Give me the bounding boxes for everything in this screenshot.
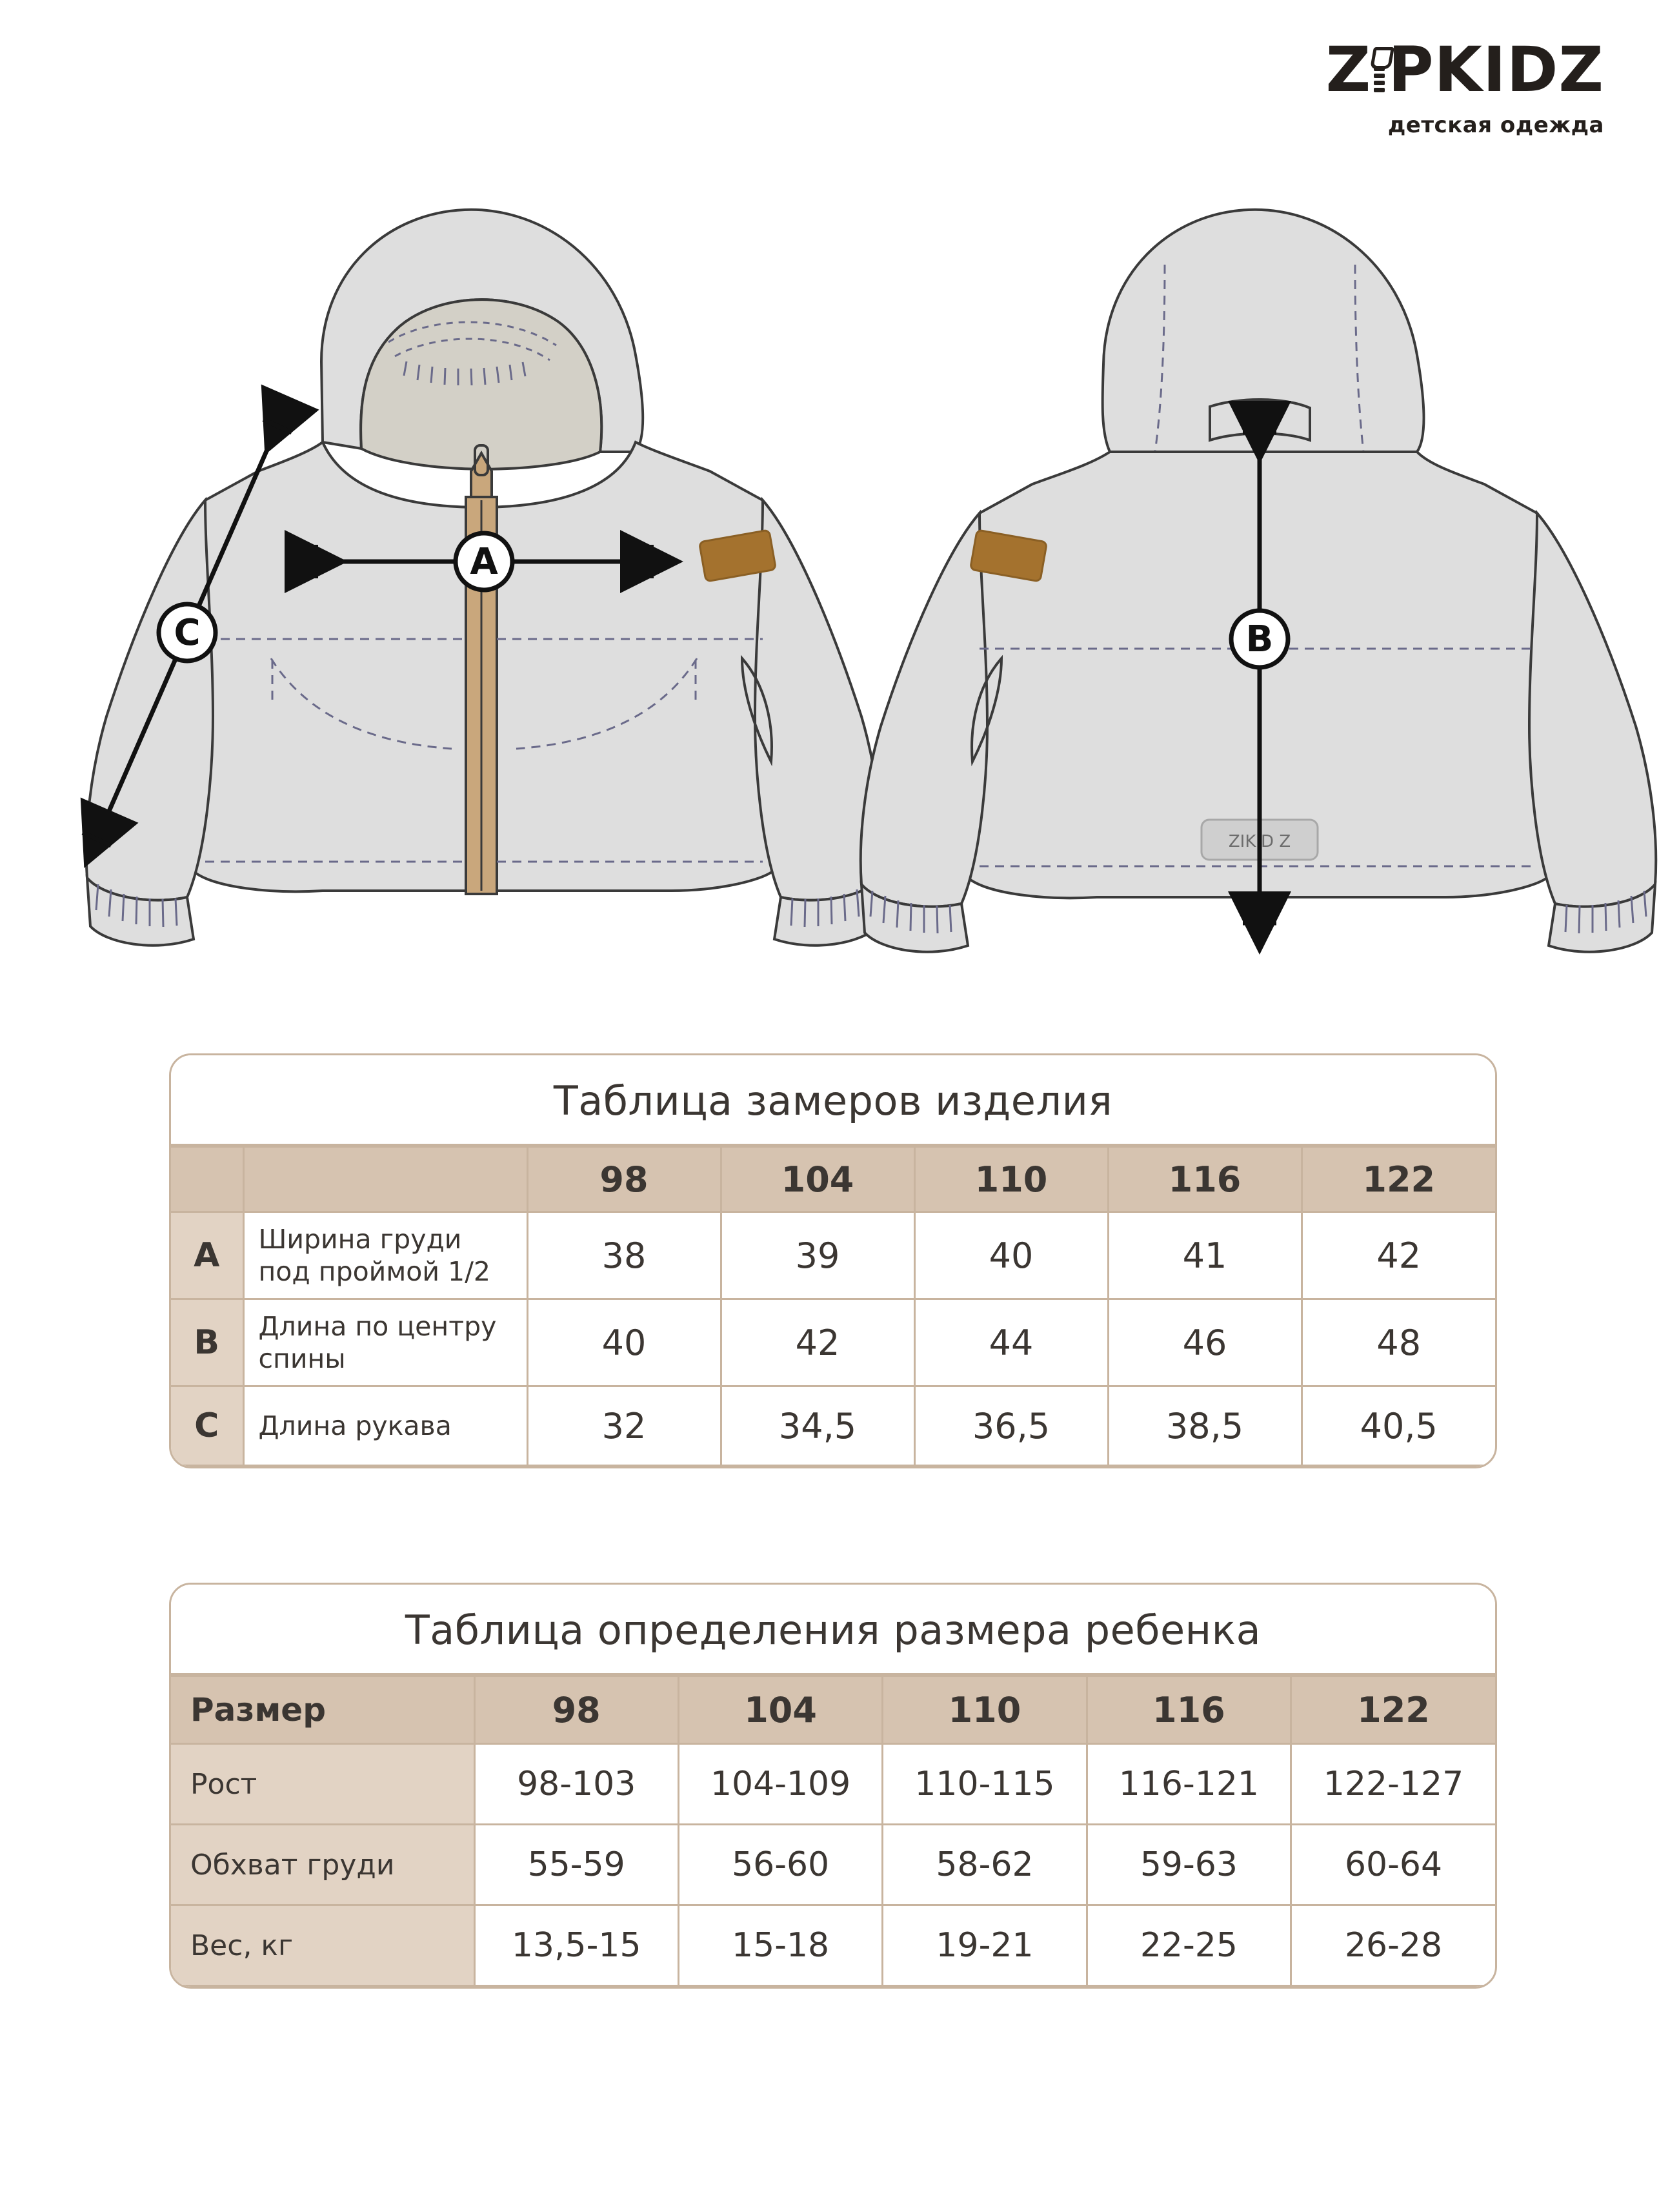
- table-row: [171, 1825, 1495, 1905]
- cell-weight-122: 26-28: [1291, 1905, 1495, 1986]
- cell-b-116: 46: [1108, 1299, 1302, 1386]
- brand-subtitle: детская одежда: [1387, 112, 1604, 138]
- cell-weight-98: 13,5-15: [474, 1905, 678, 1986]
- brand-name-left: Z: [1325, 34, 1372, 106]
- header-size-110: 110: [914, 1147, 1108, 1212]
- cell-a-98: 38: [527, 1212, 721, 1299]
- header-corner-label: [243, 1147, 527, 1212]
- cell-height-122: 122-127: [1291, 1744, 1495, 1825]
- cell-chest-116: 59-63: [1087, 1825, 1291, 1905]
- brand-name: [1325, 34, 1604, 106]
- cell-b-98: 40: [527, 1299, 721, 1386]
- cell-chest-122: 60-64: [1291, 1825, 1495, 1905]
- cell-chest-104: 56-60: [678, 1825, 882, 1905]
- measurements-table-card: [169, 1053, 1497, 1468]
- header-corner-letter: [171, 1147, 243, 1212]
- table-row: [171, 1212, 1495, 1299]
- cell-height-104: 104-109: [678, 1744, 882, 1825]
- cell-b-122: 48: [1302, 1299, 1495, 1386]
- brand-logo: [1325, 34, 1604, 138]
- measurements-table: [171, 1146, 1495, 1466]
- row-label-c: Длина рукава: [243, 1386, 527, 1466]
- cell-c-98: 32: [527, 1386, 721, 1466]
- header-size-122: 122: [1302, 1147, 1495, 1212]
- cell-a-110: 40: [914, 1212, 1108, 1299]
- cell-c-110: 36,5: [914, 1386, 1108, 1466]
- row-letter-b: B: [171, 1299, 243, 1386]
- cell-chest-110: 58-62: [883, 1825, 1087, 1905]
- marker-b-text: B: [1245, 618, 1274, 660]
- cell-weight-116: 22-25: [1087, 1905, 1291, 1986]
- row-letter-c: C: [171, 1386, 243, 1466]
- header-size-label: Размер: [171, 1676, 474, 1744]
- header-size-104: 104: [678, 1676, 882, 1744]
- header-size-110: 110: [883, 1676, 1087, 1744]
- cell-a-104: 39: [721, 1212, 914, 1299]
- table-row: [171, 1905, 1495, 1986]
- measurements-title: Таблица замеров изделия: [171, 1055, 1495, 1144]
- row-label-height: Рост: [171, 1744, 474, 1825]
- cell-b-104: 42: [721, 1299, 914, 1386]
- header-size-116: 116: [1108, 1147, 1302, 1212]
- cell-c-104: 34,5: [721, 1386, 914, 1466]
- brand-name-right: PKIDZ: [1388, 34, 1604, 106]
- header-size-98: 98: [474, 1676, 678, 1744]
- sizing-title: Таблица определения размера ребенка: [171, 1585, 1495, 1673]
- cell-chest-98: 55-59: [474, 1825, 678, 1905]
- cell-height-110: 110-115: [883, 1744, 1087, 1825]
- back-label-text: ZIKID Z: [1228, 832, 1291, 851]
- table-header-row: [171, 1676, 1495, 1744]
- header-size-104: 104: [721, 1147, 914, 1212]
- cell-b-110: 44: [914, 1299, 1108, 1386]
- row-letter-a: A: [171, 1212, 243, 1299]
- cell-weight-104: 15-18: [678, 1905, 882, 1986]
- cell-a-122: 42: [1302, 1212, 1495, 1299]
- table-row: [171, 1744, 1495, 1825]
- table-header-row: [171, 1147, 1495, 1212]
- header-size-98: 98: [527, 1147, 721, 1212]
- garment-illustration: [0, 148, 1659, 1020]
- row-label-chest: Обхват груди: [171, 1825, 474, 1905]
- sizing-table-card: [169, 1583, 1497, 1989]
- cell-a-116: 41: [1108, 1212, 1302, 1299]
- header-size-116: 116: [1087, 1676, 1291, 1744]
- row-label-weight: Вес, кг: [171, 1905, 474, 1986]
- table-row: [171, 1386, 1495, 1466]
- row-label-a: Ширина груди под проймой 1/2: [243, 1212, 527, 1299]
- sizing-table: [171, 1675, 1495, 1987]
- zipper-icon: [1371, 47, 1388, 95]
- cell-height-98: 98-103: [474, 1744, 678, 1825]
- row-label-b: Длина по центру спины: [243, 1299, 527, 1386]
- marker-c-text: C: [174, 612, 201, 654]
- cell-height-116: 116-121: [1087, 1744, 1291, 1825]
- cell-weight-110: 19-21: [883, 1905, 1087, 1986]
- cell-c-116: 38,5: [1108, 1386, 1302, 1466]
- cell-c-122: 40,5: [1302, 1386, 1495, 1466]
- table-row: [171, 1299, 1495, 1386]
- marker-a-text: A: [470, 541, 498, 583]
- header-size-122: 122: [1291, 1676, 1495, 1744]
